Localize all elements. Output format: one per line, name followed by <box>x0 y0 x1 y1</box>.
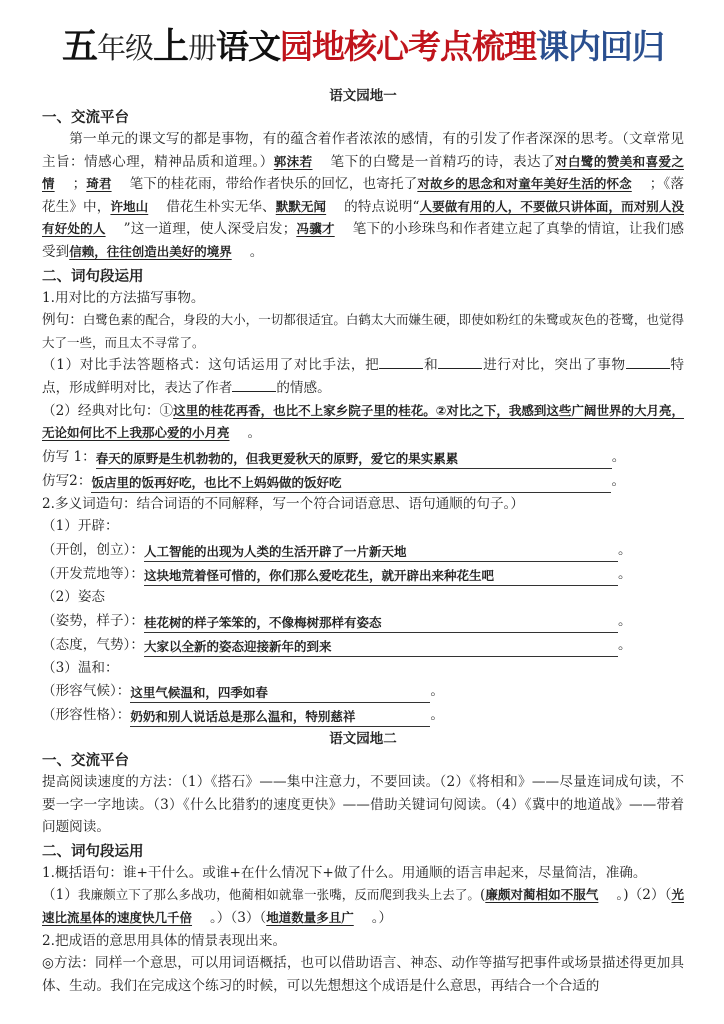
fill-blank <box>626 354 670 369</box>
question-1: 1.用对比的方法描写事物。 <box>42 289 205 306</box>
meaning-label: （态度，气势）： <box>42 636 144 653</box>
text: 笔下的白鹭是一首精巧的诗，表达了 <box>330 153 556 170</box>
title-part: 册 <box>188 31 217 65</box>
text: 和 <box>423 357 439 374</box>
title-part: 年级 <box>96 31 153 65</box>
text: 第一单元的课文写的都是事物，有的蕴含着作者浓浓的感情，有的引发了作者深深的思考。（文章常见主旨：情感心理，精神品质和道理。） <box>42 131 684 170</box>
meaning-label: （姿势，样子）： <box>42 612 144 629</box>
answer-text: 廉颇对蔺相如不服气 <box>485 887 599 903</box>
answer-text: 郭沫若 <box>273 153 313 169</box>
text: 。） <box>371 910 393 927</box>
section-heading: 一、交流平台 <box>42 753 129 770</box>
sentence-answer: 这块地荒着怪可惜的，你们那么爱吃花生，就开辟出来种花生吧 <box>144 567 618 586</box>
text: 。 <box>249 243 264 260</box>
title-part: 园地核心考点梳理 <box>280 27 537 66</box>
answer-text: 冯骥才 <box>296 221 335 237</box>
text: （1）对比手法答题格式：这句话运用了对比手法，把 <box>42 357 380 374</box>
sentence-answer: 这里气候温和，四季如春 <box>130 684 430 703</box>
example-text: 我廉颇立下了那么多战功，他蔺相如就靠一张嘴，反而爬到我头上去了。 <box>78 887 480 903</box>
fill-blank <box>232 377 276 392</box>
meaning-label: （开创，创立）： <box>42 541 144 558</box>
section-heading: 二、词句段运用 <box>42 843 144 860</box>
answer-text: 人要做有用的人，不要做只讲体面，而对别人没有好处的人 <box>42 198 684 237</box>
text: ”这一道理，使人深受启发； <box>123 221 297 238</box>
period: 。 <box>611 448 626 465</box>
example-text: 白鹭色素的配合，身段的大小，一切都很适宜。白鹤太大而嫌生硬，即使如粉红的朱鹭或灰色的苍鹭，也觉得大了一些，而且太不寻常了。 <box>42 312 684 350</box>
imitation-label: 仿写 1： <box>42 448 96 465</box>
text: 。 <box>247 425 262 442</box>
text: 特点，形成鲜明对比，表达了作者 <box>42 357 685 396</box>
unit-heading: 语文园地二 <box>329 731 397 748</box>
imitation-answer: 饭店里的饭再好吃，也比不上妈妈做的饭好吃 <box>91 474 611 493</box>
contrast-answer-format <box>42 354 684 399</box>
question-1: 1.概括语句：谁+干什么。或谁+在什么情况下+做了什么。用通顺的语言串起来，尽量简洁，准确。 <box>42 864 647 881</box>
period: 。 <box>430 683 444 700</box>
section-heading: 二、词句段运用 <box>42 268 144 285</box>
polysemy-row <box>42 538 684 562</box>
polysemy-row <box>42 679 684 703</box>
text: 笔下的桂花雨，带给作者快乐的回忆，也寄托了 <box>129 176 418 193</box>
method-text: ◎方法：同样一个意思，可以用词语概括，也可以借助语言、神态、动作等描写把事件或场景描述得更加具体、生动。我们在完成这个练习的时候，可以先想想这个成语是什么意思，再结合一个合适的 <box>42 955 684 994</box>
sentence-answer: 桂花树的样子笨笨的，不像梅树那样有姿态 <box>144 614 618 633</box>
answer-text: 琦君 <box>86 176 112 192</box>
period: 。 <box>617 612 632 629</box>
summary-answers <box>42 884 684 929</box>
unit-heading: 语文园地一 <box>329 88 397 104</box>
text: （2）经典对比句：① <box>42 402 174 419</box>
question-2: 2.多义词造句：结合词语的不同解释，写一个符合词语意思、语句通顺的句子。） <box>42 495 524 512</box>
exchange-paragraph <box>42 128 684 264</box>
period: 。 <box>430 707 444 724</box>
text: 借花生朴实无华、 <box>166 198 276 215</box>
sentence-answer: 大家以全新的姿态迎接新年的到来 <box>144 638 618 657</box>
answer-text: 对白鹭的赞美和喜爱之情 <box>42 153 684 192</box>
sentence-answer: 奶奶和别人说话总是那么温和，特别慈祥 <box>130 708 430 727</box>
answer-text: 光速比流星体的速度快几千倍 <box>42 887 684 926</box>
answer-text: 这里的桂花再香，也比不上家乡院子里的桂花。②对比之下，我感到这些广阔世界的大月亮，无论如何比不上我那心爱的小月亮 <box>42 402 684 441</box>
polysemy-row <box>42 609 684 633</box>
text: 例句： <box>42 312 83 329</box>
example-sentence <box>42 309 684 354</box>
period: 。 <box>617 636 632 653</box>
text: ； <box>72 176 87 193</box>
text: 笔下的小珍珠鸟和作者建立起了真挚的情谊，让我们感受到 <box>42 221 684 260</box>
fill-blank <box>438 354 482 369</box>
imitation-label: 仿写2： <box>42 472 92 489</box>
classic-contrast-sentences <box>42 400 684 445</box>
polysemy-word: （1）开辟： <box>42 518 119 535</box>
text: 的特点说明“ <box>344 198 420 215</box>
answer-text: 信赖，往往创造出美好的境界 <box>69 243 232 259</box>
title-part: 五 <box>61 25 97 67</box>
answer-text: 地道数量多且广 <box>266 910 354 926</box>
text: ( <box>479 887 486 904</box>
title-part: 上 <box>153 25 189 67</box>
answer-text: 默默无闻 <box>275 198 327 214</box>
polysemy-word: （2）姿态 <box>42 588 106 605</box>
period: 。 <box>617 565 632 582</box>
sentence-answer: 人工智能的出现为人类的生活开辟了一片新天地 <box>144 543 618 562</box>
polysemy-row <box>42 703 684 727</box>
polysemy-row <box>42 633 684 657</box>
period: 。 <box>611 472 626 489</box>
polysemy-list <box>42 515 684 727</box>
imitation-row <box>42 445 684 469</box>
meaning-label: （形容性格）： <box>42 707 131 724</box>
title-part: 课内回归 <box>536 27 665 66</box>
period: 。 <box>617 541 632 558</box>
imitation-answer: 春天的原野是生机勃勃的，但我更爱秋天的原野，爱它的果实累累 <box>96 450 612 469</box>
meaning-label: （形容气候）： <box>42 683 131 700</box>
section-heading: 一、交流平台 <box>42 110 129 126</box>
text: 。）（3）（ <box>210 910 267 927</box>
text: 进行对比，突出了事物 <box>482 357 626 374</box>
polysemy-word: （3）温和： <box>42 659 119 676</box>
fill-blank <box>379 354 423 369</box>
answer-text: 许地山 <box>110 198 149 214</box>
reading-speed-methods: 提高阅读速度的方法：（1）《搭石》——集中注意力，不要回读。（2）《将相和》——尽量连词成句读，不要一字一字地读。（3）《什么比猎豹的速度更快》——借助关键词句阅读。（4）《冀中的地道战》——带着问题阅读。 <box>42 774 684 836</box>
imitation-row <box>42 469 684 493</box>
text: 。)（2）（ <box>616 887 672 904</box>
text: 的情感。 <box>276 379 331 396</box>
text: ；《落花生》中， <box>42 176 684 215</box>
title-part: 语文 <box>216 27 281 66</box>
polysemy-row <box>42 562 684 586</box>
document-title <box>42 0 684 76</box>
question-2: 2.把成语的意思用具体的情景表现出来。 <box>42 932 287 949</box>
answer-text: 对故乡的思念和对童年美好生活的怀念 <box>417 176 632 192</box>
text: （1） <box>42 887 79 904</box>
meaning-label: （开发荒地等）： <box>42 565 144 582</box>
